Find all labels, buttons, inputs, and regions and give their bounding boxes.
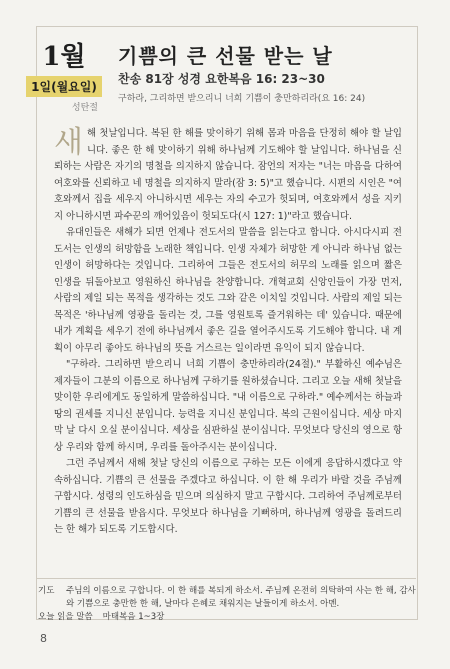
reading-row (36, 611, 416, 624)
page-number: 8 (40, 632, 47, 645)
page-title: 기쁨의 큰 선물 받는 날 (118, 44, 333, 68)
prayer-label: 기도 (38, 586, 55, 596)
month-label: 1월 (42, 42, 86, 72)
prayer-row (36, 585, 416, 611)
key-verse: 구하라, 그리하면 받으리니 너희 기쁨이 충만하리라(요 16: 24) (118, 94, 366, 104)
reading-label: 오늘 읽을 말씀 (38, 612, 93, 622)
date-box (26, 42, 102, 113)
prayer-text: 주님의 이름으로 구합니다. 이 한 해를 복되게 하소서. 주님께 온전히 의탁하여 사는 한 해, 감사와 기쁨으로 충만한 한 해, 날마다 은혜로 채워지는 날들이게 하소서. 아멘. (66, 586, 416, 609)
day-label: 1일(월요일) (26, 76, 102, 97)
drop-cap: 새 (54, 125, 83, 160)
hymn-scripture-refs: 찬송 81장 성경 요한복음 16: 23~30 (118, 72, 325, 86)
paragraph: 새해 첫날입니다. 복된 한 해를 맞이하기 위해 몸과 마음을 단정히 해야 할 날입니다. 좋은 한 해 맞이하기 위해 하나님께 기도해야 할 날입니다. 하나님을 신뢰하는 사람은 자기의 명철을 의지하지 않습니다. 잠언의 저자는 "너는 마음을 다하여 여호와를 신뢰하고 네 명철을 의지하지 말라(잠 3: 5)"고 했습니다. 시편의 시인은 "여호와께서 집을 세우지 아니하시면 세우는 자의 수고가 헛되며, 여호와께서 성을 지키지 아니하시면 파수꾼의 깨어있음이 헛되도다(시 127: 1)"라고 했습니다. (54, 125, 402, 222)
paragraph: 그런 주님께서 새해 첫날 당신의 이름으로 구하는 모든 이에게 응답하시겠다고 약속하십니다. 기쁨의 큰 선물을 주겠다고 하십니다. 이 한 해 우리가 바랄 것을 주님께 구합시다. 성령의 인도하심을 믿으며 의심하지 말고 구합시다. 그리하여 주님께로부터 기쁨의 큰 선물을 받읍시다. 무엇보다 하나님을 기뻐하며, 하나님께 영광을 돌려드리는 한 해가 되도록 기도합시다. (54, 458, 402, 535)
footer-section (36, 578, 416, 624)
holiday-label: 성탄절 (71, 103, 98, 113)
paragraph: "구하라. 그리하면 받으리니 너희 기쁨이 충만하리라(24절)." 부활하신 예수님은 제자들이 그분의 이름으로 하나님께 구하기를 원하셨습니다. 그리고 오늘 새해 첫날을 맞이한 우리에게도 동일하게 말씀하십니다. "내 이름으로 구하라." 예수께서는 하늘과 땅의 권세를 지니신 분입니다. 능력을 지니신 분입니다. 복의 근원이십니다. 세상 마지막 날 다시 오실 분이십니다. 세상을 심판하실 분이십니다. 무엇보다 당신의 영으로 항상 우리와 함께 하시며, 우리를 돌아주시는 분이십니다. (54, 359, 402, 453)
devotional-body (54, 126, 402, 539)
reading-text: 마태복음 1~3장 (102, 612, 165, 622)
paragraph: 유대인들은 새해가 되면 언제나 전도서의 말씀을 읽는다고 합니다. 아시다시피 전도서는 인생의 허망함을 노래한 책입니다. 인생 자체가 허망한 게 아니라 하나님 없는 인생이 허망하다는 것입니다. 그리하여 그들은 전도서의 허무의 노래를 읽으며 짧은 인생을 뒤돌아보고 영원하신 하나님을 찬양합니다. 개혁교회 신앙인들이 가장 먼저, 사람의 제일 되는 목적을 생각하는 것도 그와 같은 이치일 것입니다. 사람의 제일 되는 목적은 '하나님께 영광을 돌리는 것, 그를 영원토록 즐거워하는 데' 있습니다. 때문에 내가 계획을 세우기 전에 하나님께서 좋은 길을 열어주시도록 기도해야 합니다. 내 계획이 아무리 좋아도 하나님의 뜻을 거스르는 일이라면 유익이 되지 않습니다. (54, 227, 402, 354)
